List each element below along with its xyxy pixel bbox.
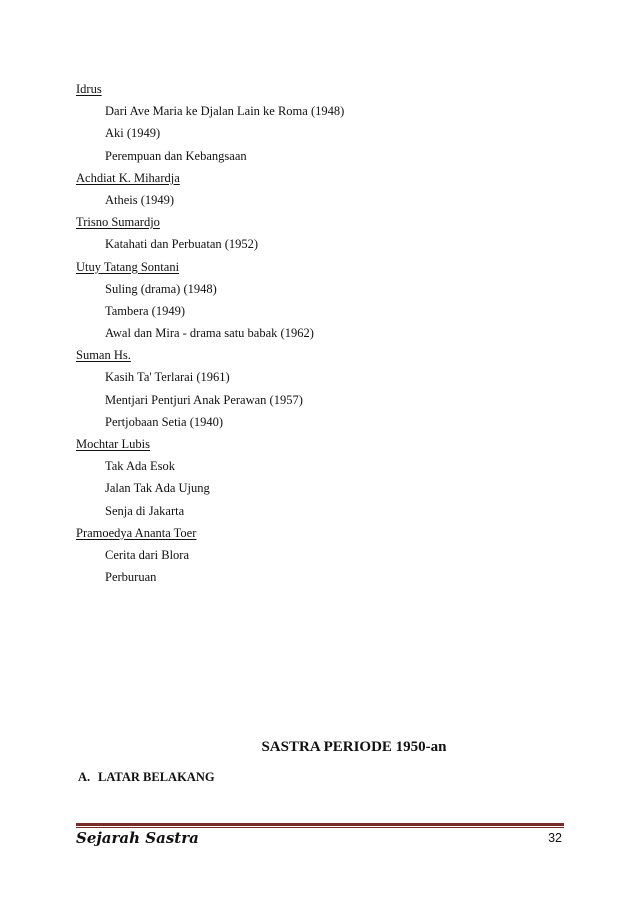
work-title: Suling (drama) (1948) <box>105 281 217 296</box>
work-title: Mentjari Pentjuri Anak Perawan (1957) <box>105 392 303 407</box>
footer-rule <box>76 823 564 826</box>
author-name: Utuy Tatang Sontani <box>76 259 180 274</box>
work-title: Perempuan dan Kebangsaan <box>105 148 247 163</box>
author-name: Idrus <box>76 82 102 96</box>
work-title: Jalan Tak Ada Ujung <box>105 481 210 496</box>
subheading-text: LATAR BELAKANG <box>98 770 215 784</box>
author-list <box>76 78 556 588</box>
author-name: Pramoedya Ananta Toer <box>76 525 197 540</box>
work-title: Katahati dan Perbuatan (1952) <box>105 237 259 252</box>
work-title: Tambera (1949) <box>105 303 185 318</box>
subheading-number: A. <box>78 770 91 784</box>
work-title: Dari Ave Maria ke Djalan Lain ke Roma (1948) <box>105 104 345 119</box>
author-name: Mochtar Lubis <box>76 437 150 451</box>
page-number: 32 <box>548 831 562 845</box>
work-title: Pertjobaan Setia (1940) <box>105 414 224 429</box>
work-title: Kasih Ta' Terlarai (1961) <box>105 370 230 385</box>
author-name: Suman Hs. <box>76 348 131 363</box>
work-title: Awal dan Mira - drama satu babak (1962) <box>105 326 314 341</box>
work-title: Atheis (1949) <box>105 192 175 207</box>
work-title: Senja di Jakarta <box>105 503 185 518</box>
subheading <box>78 770 215 785</box>
footer-title: Sejarah Sastra <box>76 829 199 847</box>
author-name: Trisno Sumardjo <box>76 215 160 230</box>
footer-rule-thin <box>76 827 564 828</box>
work-title: Tak Ada Esok <box>105 459 175 474</box>
work-title: Perburuan <box>105 570 157 585</box>
author-name: Achdiat K. Mihardja <box>76 170 180 185</box>
work-title: Aki (1949) <box>105 126 161 141</box>
section-title: SASTRA PERIODE 1950-an <box>261 739 447 755</box>
work-title: Cerita dari Blora <box>105 547 189 562</box>
